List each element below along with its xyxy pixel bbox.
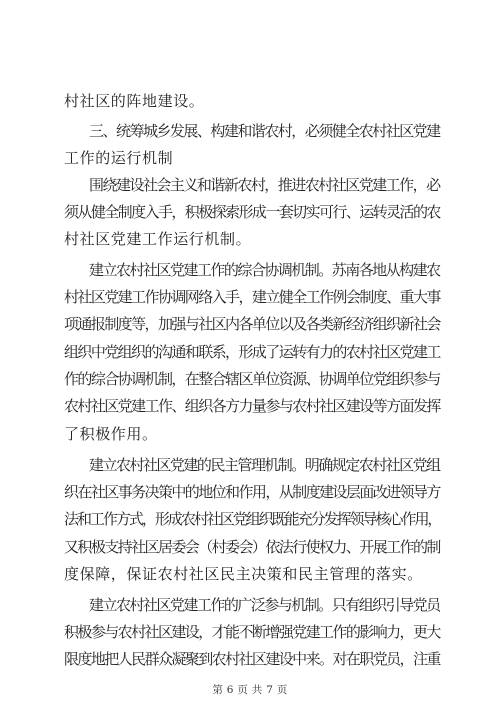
body-line: 建立农村社区党建的民主管理机制。明确规定农村社区党组: [89, 456, 440, 474]
body-line: 度保障，保证农村社区民主决策和民主管理的落实。: [64, 565, 423, 583]
body-line: 建立农村社区党建工作的综合协调机制。苏南各地从构建农: [89, 261, 440, 279]
body-line: 建立农村社区党建工作的广泛参与机制。只有组织引导党员: [89, 596, 440, 614]
body-line: 作的综合协调机制，在整合辖区单位资源、协调单位党组织参与: [64, 370, 440, 388]
body-line: 村社区党建工作运行机制。: [64, 230, 252, 248]
body-line: 织在社区事务决策中的地位和作用，从制度建设层面改进领导方: [64, 483, 440, 501]
body-line: 围绕建设社会主义和谐新农村，推进农村社区党建工作，必: [89, 176, 440, 194]
body-line: 组织中党组织的沟通和联系，形成了运转有力的农村社区党建工: [64, 343, 440, 361]
body-line: 村社区的阵地建设。: [64, 92, 205, 110]
body-line: 了积极作用。: [64, 425, 158, 443]
body-line: 限度地把人民群众凝聚到农村社区建设中来。对在职党员，注重: [64, 650, 440, 668]
body-line: 法和工作方式，形成农村社区党组织既能充分发挥领导核心作用，: [64, 510, 441, 528]
section-heading-line: 三、统筹城乡发展、构建和谐农村，必须健全农村社区党建: [89, 122, 440, 140]
body-line: 又积极支持社区居委会（村委会）依法行使权力、开展工作的制: [64, 538, 440, 556]
page-number-footer: 第 6 页 共 7 页: [212, 684, 288, 696]
section-heading-line: 工作的运行机制: [64, 149, 174, 167]
body-line: 农村社区党建工作、组织各方力量参与农村社区建设等方面发挥: [64, 397, 440, 415]
body-line: 须从健全制度入手，积极探索形成一套切实可行、运转灵活的农: [64, 203, 440, 221]
body-line: 积极参与农村社区建设，才能不断增强党建工作的影响力，更大: [64, 623, 440, 641]
body-line: 项通报制度等，加强与社区内各单位以及各类新经济组织新社会: [64, 315, 440, 333]
body-line: 村社区党建工作协调网络入手，建立健全工作例会制度、重大事: [64, 288, 440, 306]
